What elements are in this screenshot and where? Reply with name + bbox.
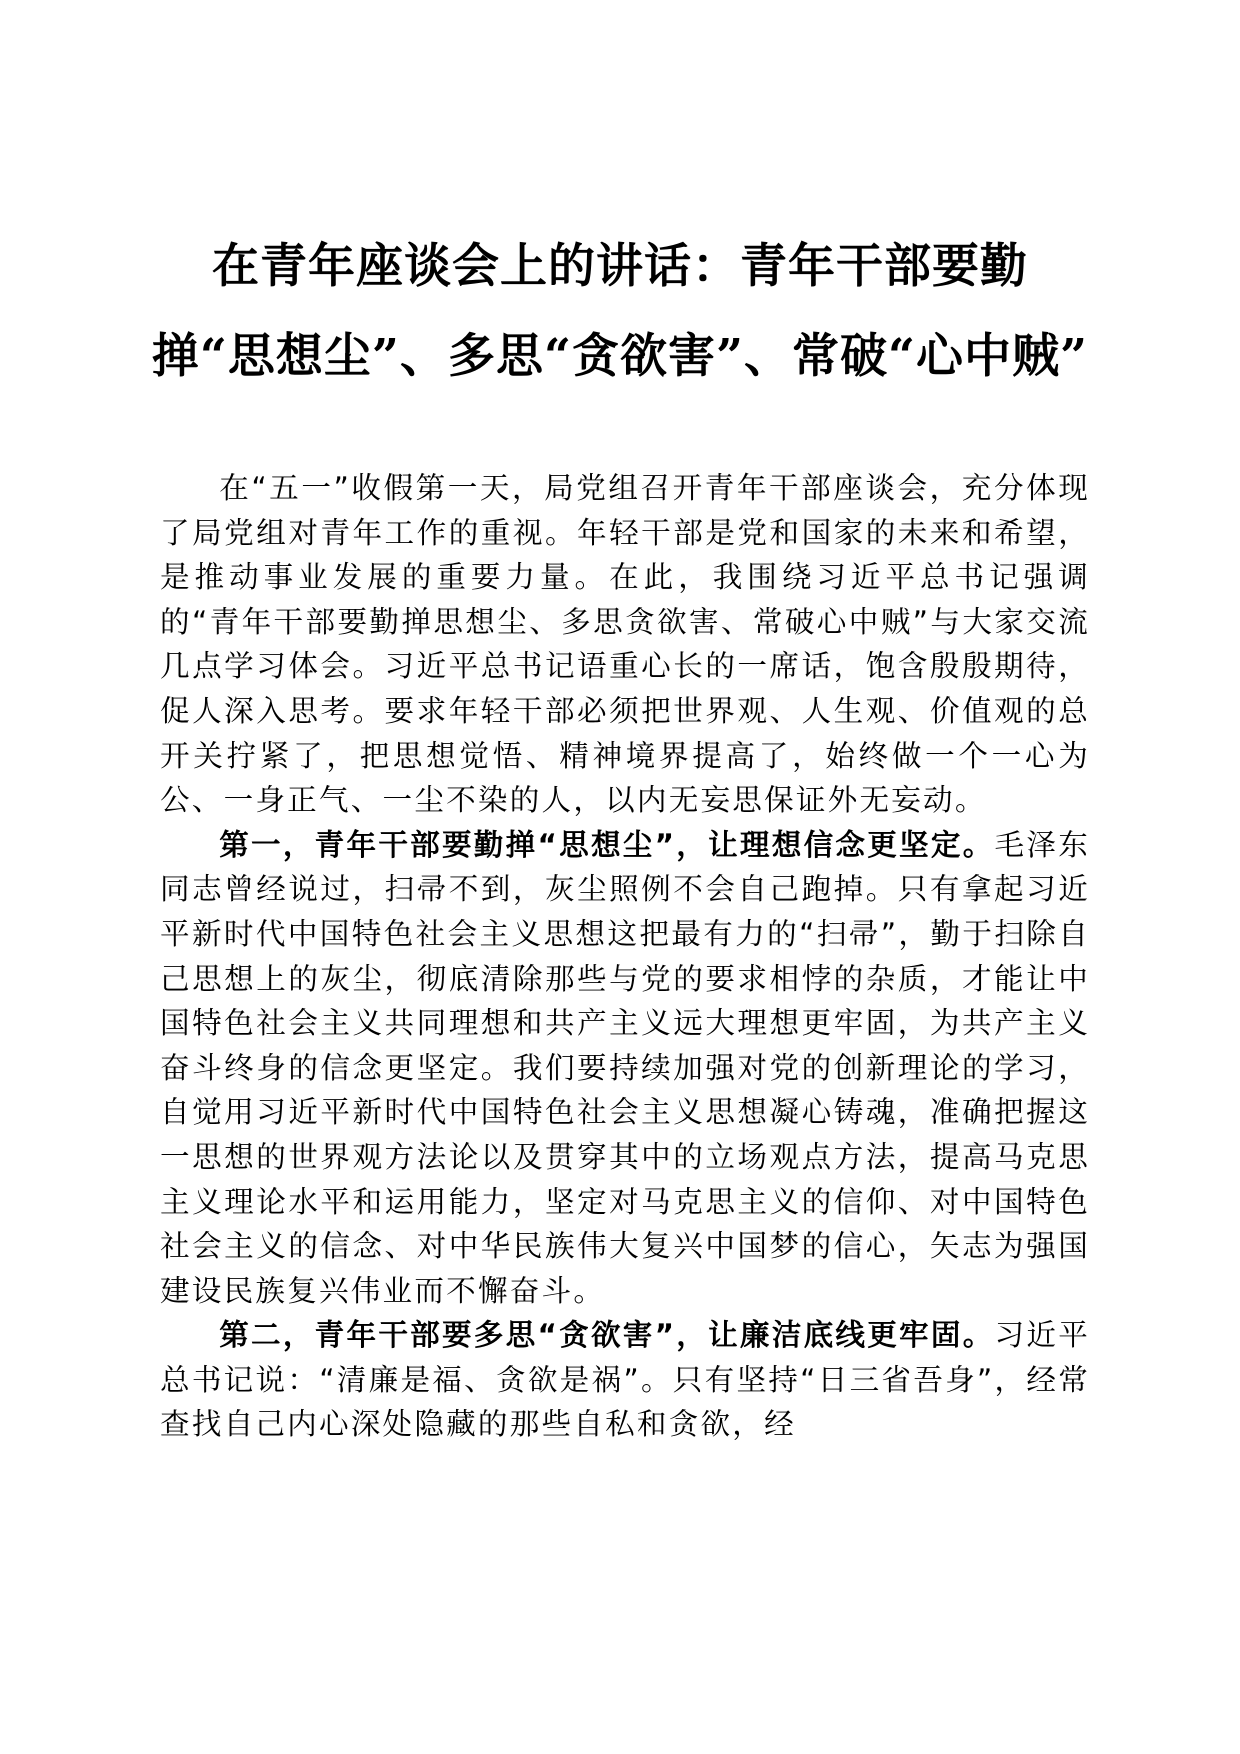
paragraph-section-2 [160, 1313, 1090, 1447]
document-body [160, 466, 1090, 1447]
section-heading: 第二，青年干部要多思“贪欲害”，让廉洁底线更牢固。 [219, 1318, 995, 1353]
document-title: 在青年座谈会上的讲话：青年干部要勤掸“思想尘”、多思“贪欲害”、常破“心中贼” [151, 239, 1089, 384]
paragraph-text: 习近平总书记说：“清廉是福、贪欲是祸”。只有坚持“日三省吾身”，经常查找自己内心深处隐藏的那些自私和贪欲，经 [160, 1318, 1090, 1442]
paragraph-text: 在“五一”收假第一天，局党组召开青年干部座谈会，充分体现了局党组对青年工作的重视。年轻干部是党和国家的未来和希望，是推动事业发展的重要力量。在此，我围绕习近平总书记强调的“青年干部要勤掸思想尘、多思贪欲害、常破心中贼”与大家交流几点学习体会。习近平总书记语重心长的一席话，饱含殷殷期待，促人深入思考。要求年轻干部必须把世界观、人生观、价值观的总开关拧紧了，把思想觉悟、精神境界提高了，始终做一个一心为公、一身正气、一尘不染的人，以内无妄思保证外无妄动。 [160, 471, 1090, 818]
paragraph-section-1 [160, 823, 1090, 1314]
paragraph-intro [160, 466, 1090, 823]
paragraph-text: 毛泽东同志曾经说过，扫帚不到，灰尘照例不会自己跑掉。只有拿起习近平新时代中国特色社会主义思想这把最有力的“扫帚”，勤于扫除自己思想上的灰尘，彻底清除那些与党的要求相悖的杂质，才能让中国特色社会主义共同理想和共产主义远大理想更牢固，为共产主义奋斗终身的信念更坚定。我们要持续加强对党的创新理论的学习，自觉用习近平新时代中国特色社会主义思想凝心铸魂，准确把握这一思想的世界观方法论以及贯穿其中的立场观点方法，提高马克思主义理论水平和运用能力，坚定对马克思主义的信仰、对中国特色社会主义的信念、对中华民族伟大复兴中国梦的信心，矢志为强国建设民族复兴伟业而不懈奋斗。 [160, 827, 1090, 1308]
section-heading: 第一，青年干部要勤掸“思想尘”，让理想信念更坚定。 [219, 827, 995, 862]
